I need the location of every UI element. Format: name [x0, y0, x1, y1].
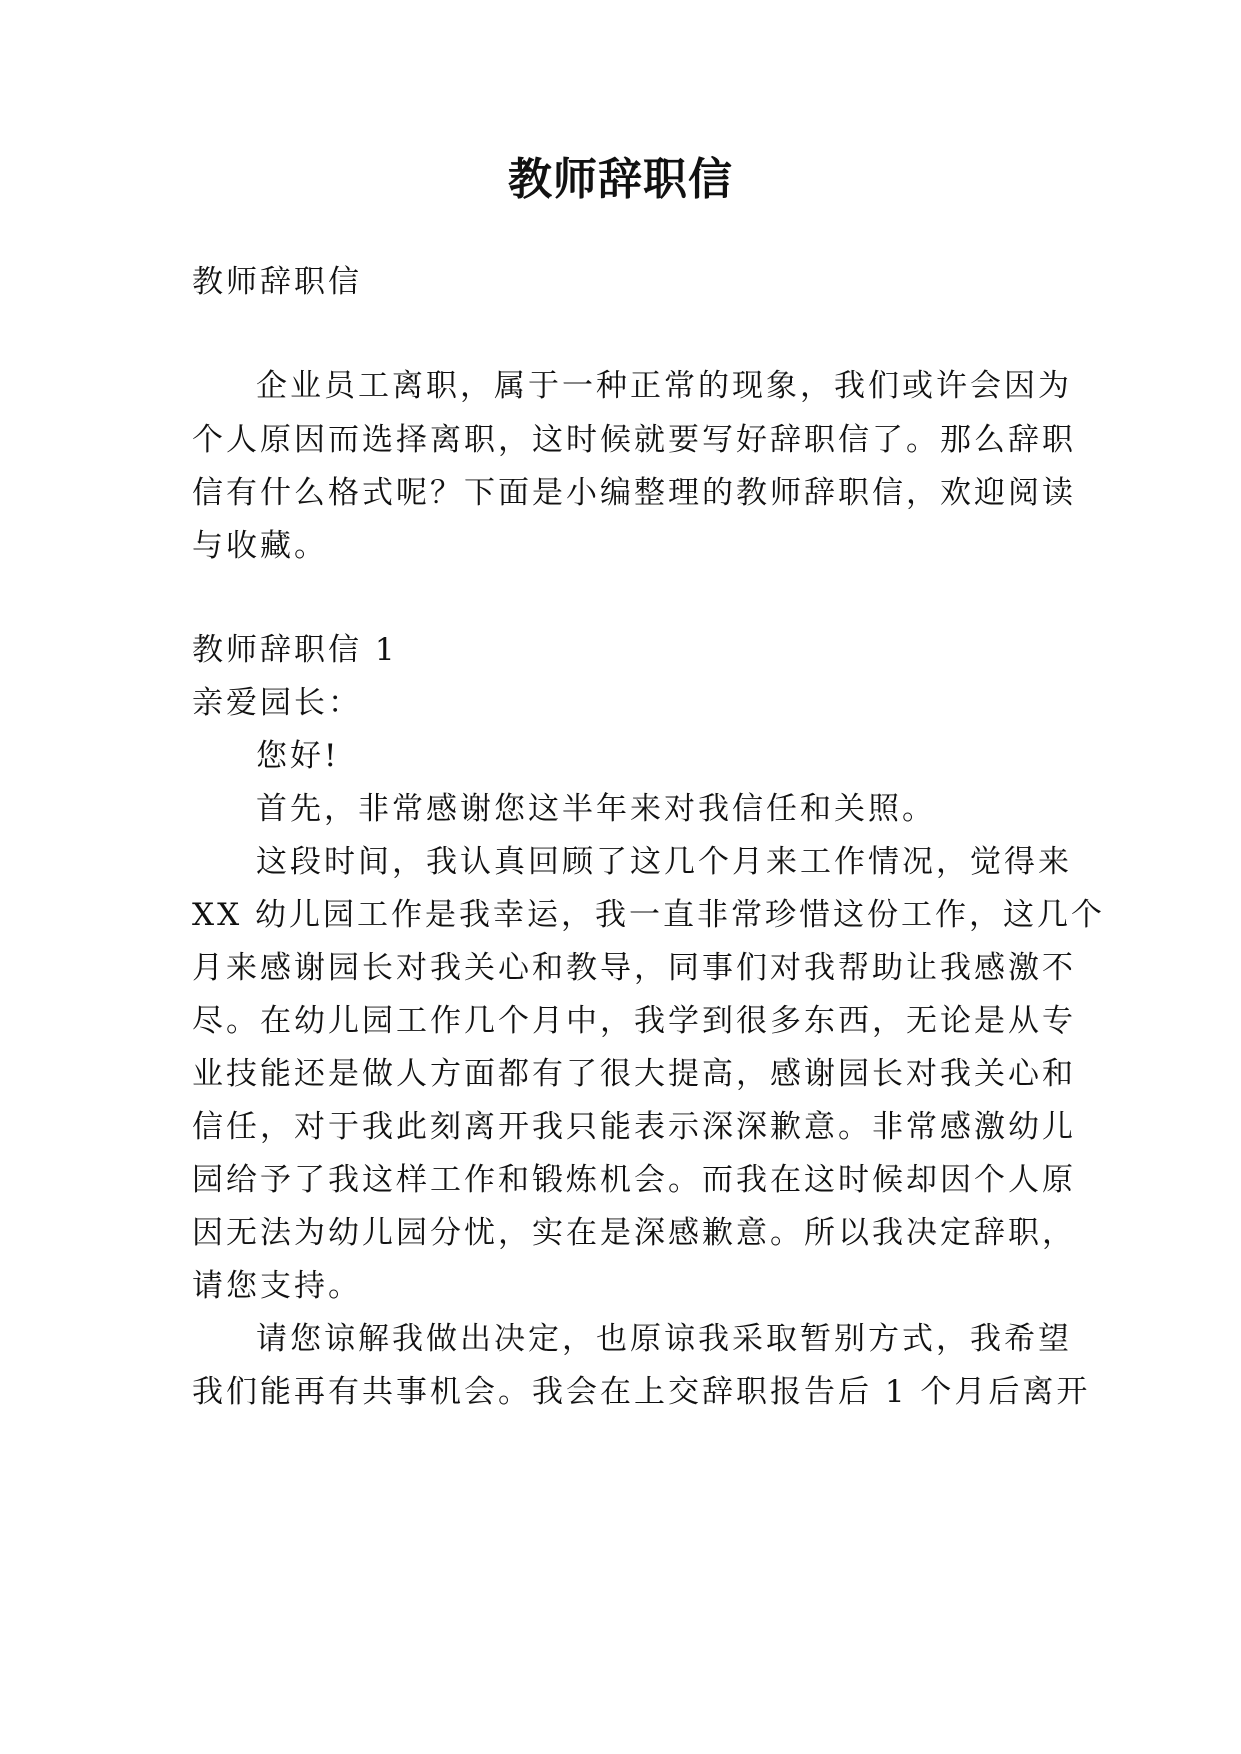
intro-line: 信有什么格式呢？下面是小编整理的教师辞职信，欢迎阅读 — [192, 475, 1076, 511]
body-line: 请您支持。 — [192, 1268, 362, 1304]
body-line: XX 幼儿园工作是我幸运，我一直非常珍惜这份工作，这几个 — [192, 897, 1105, 933]
closing-line: 我们能再有共事机会。我会在上交辞职报告后 1 个月后离开 — [192, 1374, 1091, 1410]
body-line: 尽。在幼儿园工作几个月中，我学到很多东西，无论是从专 — [192, 1003, 1076, 1039]
body-line: 园给予了我这样工作和锻炼机会。而我在这时候却因个人原 — [192, 1162, 1076, 1198]
body-line: 月来感谢园长对我关心和教导，同事们对我帮助让我感激不 — [192, 950, 1076, 986]
document-subtitle: 教师辞职信 — [192, 264, 362, 300]
greeting: 您好! — [256, 738, 340, 774]
intro-line: 企业员工离职，属于一种正常的现象，我们或许会因为 — [256, 368, 1072, 404]
body-line: 业技能还是做人方面都有了很大提高，感谢园长对我关心和 — [192, 1056, 1076, 1092]
letter-heading: 教师辞职信 1 — [192, 632, 398, 668]
thanks-line: 首先，非常感谢您这半年来对我信任和关照。 — [256, 791, 936, 827]
intro-line: 个人原因而选择离职，这时候就要写好辞职信了。那么辞职 — [192, 422, 1076, 458]
body-line: 因无法为幼儿园分忧，实在是深感歉意。所以我决定辞职， — [192, 1215, 1076, 1251]
document-title: 教师辞职信 — [508, 154, 733, 205]
salutation: 亲爱园长： — [192, 685, 362, 721]
closing-line: 请您谅解我做出决定，也原谅我采取暂别方式，我希望 — [256, 1321, 1072, 1357]
intro-line: 与收藏。 — [192, 528, 328, 564]
body-line: 信任，对于我此刻离开我只能表示深深歉意。非常感激幼儿 — [192, 1109, 1076, 1145]
body-line: 这段时间，我认真回顾了这几个月来工作情况，觉得来 — [256, 844, 1072, 880]
